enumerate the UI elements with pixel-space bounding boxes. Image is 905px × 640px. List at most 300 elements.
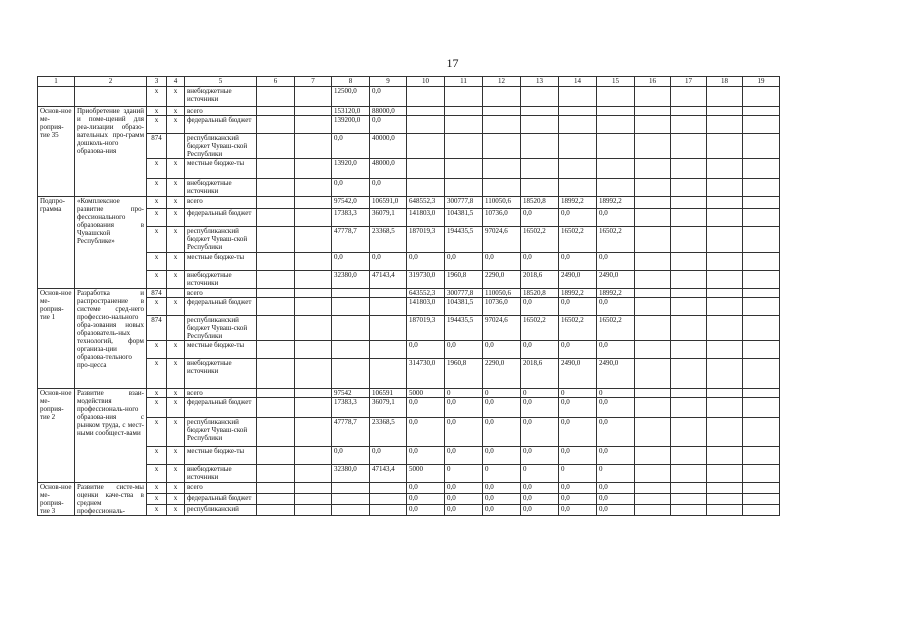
cell-r16-c11: 1960,8 [445, 359, 483, 389]
cell-r22-c10: 0,0 [407, 483, 445, 494]
cell-r16-c7 [295, 359, 332, 389]
cell-r10-c4: x [167, 253, 185, 271]
cell-r3-c6 [257, 116, 295, 134]
cell-r22-c7 [295, 483, 332, 494]
cell-r15-c19 [743, 341, 780, 359]
cell-r10-c16 [635, 253, 671, 271]
cell-r4-c4 [167, 134, 185, 159]
cell-r21-c16 [635, 465, 671, 483]
cell-r19-c9: 23368,5 [370, 418, 407, 447]
cell-r19-c18 [707, 418, 743, 447]
cell-r3-c17 [671, 116, 707, 134]
cell-r20-c8: 0,0 [332, 447, 370, 465]
cell-r16-c18 [707, 359, 743, 389]
cell-r14-c19 [743, 316, 780, 341]
cell-r1-c6 [257, 87, 295, 107]
cell-r21-c5: внебюджетные источники [185, 465, 257, 483]
cell-r6-c5: внебюджетные источники [185, 179, 257, 197]
cell-r8-c17 [671, 209, 707, 227]
cell-r14-c11: 194435,5 [445, 316, 483, 341]
cell-r16-c17 [671, 359, 707, 389]
cell-r22-c8 [332, 483, 370, 494]
cell-r3-c16 [635, 116, 671, 134]
cell-r21-c6 [257, 465, 295, 483]
cell-r8-c18 [707, 209, 743, 227]
cell-r17-c2: Развитие взаи-модействия профессиональ-ного образова-ния с рынком труда, с мест-ными сообщест-вами [75, 389, 147, 483]
cell-r24-c6 [257, 505, 295, 516]
cell-r19-c3: x [147, 418, 167, 447]
cell-r16-c16 [635, 359, 671, 389]
cell-r16-c13: 2018,6 [521, 359, 559, 389]
cell-r17-c16 [635, 389, 671, 398]
col-16-header: 16 [635, 77, 671, 87]
cell-r4-c8: 0,0 [332, 134, 370, 159]
cell-r2-c2: Приобретение зданий и поме-щений для реа-лизации образо-вательных про-грамм дошколь-ного образова-ния [75, 107, 147, 197]
cell-r23-c6 [257, 494, 295, 505]
cell-r12-c7 [295, 289, 332, 298]
cell-r20-c16 [635, 447, 671, 465]
cell-r20-c11: 0,0 [445, 447, 483, 465]
table-row [38, 483, 780, 494]
table-row [38, 227, 780, 253]
cell-r1-c18 [707, 87, 743, 107]
cell-r24-c15: 0,0 [597, 505, 635, 516]
col-3-header: 3 [147, 77, 167, 87]
col-5-header: 5 [185, 77, 257, 87]
cell-r21-c13: 0 [521, 465, 559, 483]
cell-r11-c6 [257, 271, 295, 289]
cell-r6-c14 [559, 179, 597, 197]
cell-r24-c4: x [167, 505, 185, 516]
cell-r20-c7 [295, 447, 332, 465]
cell-r24-c19 [743, 505, 780, 516]
table-row [38, 465, 780, 483]
cell-r3-c18 [707, 116, 743, 134]
cell-r15-c13: 0,0 [521, 341, 559, 359]
cell-r7-c17 [671, 197, 707, 209]
cell-r23-c5: федеральный бюджет [185, 494, 257, 505]
cell-r2-c11 [445, 107, 483, 116]
cell-r20-c3: x [147, 447, 167, 465]
cell-r4-c5: республиканский бюджет Чуваш-ской Республики [185, 134, 257, 159]
cell-r11-c16 [635, 271, 671, 289]
table-row [38, 494, 780, 505]
cell-r4-c11 [445, 134, 483, 159]
table-row [38, 389, 780, 398]
cell-r10-c6 [257, 253, 295, 271]
cell-r2-c9: 88000,0 [370, 107, 407, 116]
cell-r4-c19 [743, 134, 780, 159]
cell-r19-c8: 47778,7 [332, 418, 370, 447]
cell-r8-c16 [635, 209, 671, 227]
cell-r4-c9: 40000,0 [370, 134, 407, 159]
cell-r15-c7 [295, 341, 332, 359]
cell-r18-c19 [743, 398, 780, 418]
cell-r6-c19 [743, 179, 780, 197]
cell-r17-c9: 106591 [370, 389, 407, 398]
cell-r14-c18 [707, 316, 743, 341]
cell-r14-c9 [370, 316, 407, 341]
cell-r1-c11 [445, 87, 483, 107]
cell-r2-c3: x [147, 107, 167, 116]
cell-r12-c13: 18520,8 [521, 289, 559, 298]
cell-r5-c8: 13920,0 [332, 159, 370, 179]
cell-r19-c16 [635, 418, 671, 447]
table-row [38, 447, 780, 465]
table-row [38, 197, 780, 209]
cell-r5-c15 [597, 159, 635, 179]
cell-r9-c3: x [147, 227, 167, 253]
cell-r21-c14: 0 [559, 465, 597, 483]
cell-r20-c13: 0,0 [521, 447, 559, 465]
cell-r13-c9 [370, 298, 407, 316]
cell-r3-c19 [743, 116, 780, 134]
cell-r2-c13 [521, 107, 559, 116]
cell-r13-c13: 0,0 [521, 298, 559, 316]
cell-r1-c1 [38, 87, 75, 107]
cell-r22-c3: x [147, 483, 167, 494]
cell-r14-c17 [671, 316, 707, 341]
cell-r2-c17 [671, 107, 707, 116]
header-row [38, 77, 780, 87]
cell-r15-c11: 0,0 [445, 341, 483, 359]
cell-r22-c18 [707, 483, 743, 494]
cell-r3-c9: 0,0 [370, 116, 407, 134]
cell-r21-c11: 0 [445, 465, 483, 483]
cell-r12-c6 [257, 289, 295, 298]
cell-r1-c9: 0,0 [370, 87, 407, 107]
cell-r18-c14: 0,0 [559, 398, 597, 418]
cell-r20-c19 [743, 447, 780, 465]
table-row [38, 116, 780, 134]
cell-r13-c10: 141803,0 [407, 298, 445, 316]
cell-r13-c16 [635, 298, 671, 316]
cell-r24-c14: 0,0 [559, 505, 597, 516]
table-row [38, 271, 780, 289]
cell-r6-c10 [407, 179, 445, 197]
cell-r3-c11 [445, 116, 483, 134]
cell-r1-c5: внебюджетные источники [185, 87, 257, 107]
cell-r20-c9: 0,0 [370, 447, 407, 465]
cell-r6-c4: x [167, 179, 185, 197]
cell-r23-c4: x [167, 494, 185, 505]
cell-r12-c3: 874 [147, 289, 167, 298]
cell-r9-c6 [257, 227, 295, 253]
cell-r7-c9: 106591,0 [370, 197, 407, 209]
cell-r4-c17 [671, 134, 707, 159]
cell-r22-c4: x [167, 483, 185, 494]
cell-r24-c9 [370, 505, 407, 516]
cell-r17-c10: 5000 [407, 389, 445, 398]
cell-r17-c4: x [167, 389, 185, 398]
cell-r13-c11: 104381,5 [445, 298, 483, 316]
cell-r21-c10: 5000 [407, 465, 445, 483]
cell-r9-c19 [743, 227, 780, 253]
cell-r22-c16 [635, 483, 671, 494]
cell-r24-c13: 0,0 [521, 505, 559, 516]
cell-r2-c1: Основ-ное ме-роприя-тие 35 [38, 107, 75, 197]
cell-r9-c12: 97024,6 [483, 227, 521, 253]
cell-r3-c5: федеральный бюджет [185, 116, 257, 134]
cell-r3-c12 [483, 116, 521, 134]
cell-r9-c4: x [167, 227, 185, 253]
cell-r14-c15: 16502,2 [597, 316, 635, 341]
cell-r10-c9: 0,0 [370, 253, 407, 271]
cell-r1-c13 [521, 87, 559, 107]
cell-r10-c8: 0,0 [332, 253, 370, 271]
cell-r4-c16 [635, 134, 671, 159]
cell-r21-c17 [671, 465, 707, 483]
cell-r12-c9 [370, 289, 407, 298]
cell-r2-c5: всего [185, 107, 257, 116]
cell-r21-c4: x [167, 465, 185, 483]
cell-r18-c9: 36079,1 [370, 398, 407, 418]
cell-r19-c4: x [167, 418, 185, 447]
cell-r8-c4: x [167, 209, 185, 227]
cell-r10-c5: местные бюдже-ты [185, 253, 257, 271]
cell-r13-c15: 0,0 [597, 298, 635, 316]
table-row [38, 359, 780, 389]
cell-r17-c5: всего [185, 389, 257, 398]
cell-r13-c18 [707, 298, 743, 316]
cell-r6-c11 [445, 179, 483, 197]
cell-r11-c9: 47143,4 [370, 271, 407, 289]
cell-r3-c7 [295, 116, 332, 134]
cell-r22-c6 [257, 483, 295, 494]
cell-r10-c12: 0,0 [483, 253, 521, 271]
col-18-header: 18 [707, 77, 743, 87]
cell-r16-c8 [332, 359, 370, 389]
cell-r18-c15: 0,0 [597, 398, 635, 418]
cell-r20-c18 [707, 447, 743, 465]
cell-r6-c8: 0,0 [332, 179, 370, 197]
cell-r12-c18 [707, 289, 743, 298]
cell-r11-c12: 2290,0 [483, 271, 521, 289]
cell-r6-c16 [635, 179, 671, 197]
cell-r1-c12 [483, 87, 521, 107]
cell-r9-c16 [635, 227, 671, 253]
table-row [38, 159, 780, 179]
cell-r15-c4: x [167, 341, 185, 359]
cell-r9-c8: 47778,7 [332, 227, 370, 253]
cell-r12-c17 [671, 289, 707, 298]
cell-r22-c9 [370, 483, 407, 494]
cell-r14-c16 [635, 316, 671, 341]
cell-r13-c19 [743, 298, 780, 316]
cell-r16-c10: 314730,0 [407, 359, 445, 389]
cell-r6-c17 [671, 179, 707, 197]
cell-r23-c3: x [147, 494, 167, 505]
cell-r22-c14: 0,0 [559, 483, 597, 494]
cell-r22-c1: Основ-ное ме-роприя-тие 3 [38, 483, 75, 516]
col-2-header: 2 [75, 77, 147, 87]
cell-r24-c16 [635, 505, 671, 516]
cell-r21-c9: 47143,4 [370, 465, 407, 483]
cell-r18-c7 [295, 398, 332, 418]
cell-r15-c8 [332, 341, 370, 359]
cell-r8-c3: x [147, 209, 167, 227]
cell-r17-c3: x [147, 389, 167, 398]
table-row [38, 179, 780, 197]
cell-r3-c15 [597, 116, 635, 134]
cell-r24-c10: 0,0 [407, 505, 445, 516]
cell-r17-c18 [707, 389, 743, 398]
cell-r9-c13: 16502,2 [521, 227, 559, 253]
cell-r24-c11: 0,0 [445, 505, 483, 516]
cell-r7-c19 [743, 197, 780, 209]
cell-r15-c18 [707, 341, 743, 359]
cell-r22-c11: 0,0 [445, 483, 483, 494]
cell-r18-c13: 0,0 [521, 398, 559, 418]
cell-r2-c12 [483, 107, 521, 116]
cell-r4-c18 [707, 134, 743, 159]
cell-r7-c6 [257, 197, 295, 209]
col-6-header: 6 [257, 77, 295, 87]
col-13-header: 13 [521, 77, 559, 87]
cell-r17-c1: Основ-ное ме-роприя-тие 2 [38, 389, 75, 483]
cell-r3-c4: x [167, 116, 185, 134]
cell-r16-c3: x [147, 359, 167, 389]
page-number: 17 [446, 56, 459, 70]
cell-r6-c12 [483, 179, 521, 197]
cell-r6-c18 [707, 179, 743, 197]
cell-r9-c5: республиканский бюджет Чуваш-ской Республики [185, 227, 257, 253]
cell-r7-c3: x [147, 197, 167, 209]
cell-r5-c4: x [167, 159, 185, 179]
cell-r2-c15 [597, 107, 635, 116]
cell-r6-c6 [257, 179, 295, 197]
cell-r3-c10 [407, 116, 445, 134]
cell-r4-c14 [559, 134, 597, 159]
cell-r12-c16 [635, 289, 671, 298]
cell-r4-c15 [597, 134, 635, 159]
cell-r8-c8: 17383,3 [332, 209, 370, 227]
cell-r7-c10: 648552,3 [407, 197, 445, 209]
cell-r14-c14: 16502,2 [559, 316, 597, 341]
cell-r7-c14: 18992,2 [559, 197, 597, 209]
cell-r24-c8 [332, 505, 370, 516]
cell-r13-c12: 10736,0 [483, 298, 521, 316]
cell-r21-c15: 0 [597, 465, 635, 483]
cell-r20-c6 [257, 447, 295, 465]
cell-r19-c6 [257, 418, 295, 447]
cell-r23-c10: 0,0 [407, 494, 445, 505]
cell-r8-c11: 104381,5 [445, 209, 483, 227]
cell-r4-c6 [257, 134, 295, 159]
cell-r11-c18 [707, 271, 743, 289]
cell-r12-c11: 300777,8 [445, 289, 483, 298]
program-funding-table [37, 76, 780, 516]
cell-r11-c8: 32380,0 [332, 271, 370, 289]
cell-r23-c13: 0,0 [521, 494, 559, 505]
cell-r19-c7 [295, 418, 332, 447]
cell-r7-c7 [295, 197, 332, 209]
cell-r14-c13: 16502,2 [521, 316, 559, 341]
cell-r18-c10: 0,0 [407, 398, 445, 418]
cell-r11-c15: 2490,0 [597, 271, 635, 289]
cell-r20-c14: 0,0 [559, 447, 597, 465]
cell-r17-c12: 0 [483, 389, 521, 398]
cell-r12-c19 [743, 289, 780, 298]
cell-r2-c19 [743, 107, 780, 116]
col-14-header: 14 [559, 77, 597, 87]
cell-r18-c16 [635, 398, 671, 418]
table-row [38, 418, 780, 447]
cell-r15-c12: 0,0 [483, 341, 521, 359]
cell-r3-c13 [521, 116, 559, 134]
cell-r21-c8: 32380,0 [332, 465, 370, 483]
cell-r7-c13: 18520,8 [521, 197, 559, 209]
cell-r17-c8: 97542 [332, 389, 370, 398]
cell-r5-c11 [445, 159, 483, 179]
cell-r9-c18 [707, 227, 743, 253]
cell-r14-c8 [332, 316, 370, 341]
cell-r12-c1: Основ-ное ме-роприя-тие 1 [38, 289, 75, 389]
cell-r24-c7 [295, 505, 332, 516]
cell-r7-c12: 110050,6 [483, 197, 521, 209]
cell-r20-c17 [671, 447, 707, 465]
col-8-header: 8 [332, 77, 370, 87]
cell-r1-c15 [597, 87, 635, 107]
cell-r12-c2: Разработка и распространение в системе сред-него профессио-нального обра-зования новых образователь-ных технологий, форм организа-ции образова-тельного про-цесса [75, 289, 147, 389]
cell-r17-c11: 0 [445, 389, 483, 398]
cell-r15-c5: местные бюдже-ты [185, 341, 257, 359]
cell-r21-c18 [707, 465, 743, 483]
col-15-header: 15 [597, 77, 635, 87]
cell-r13-c7 [295, 298, 332, 316]
cell-r23-c17 [671, 494, 707, 505]
cell-r7-c8: 97542,0 [332, 197, 370, 209]
cell-r17-c7 [295, 389, 332, 398]
col-1-header: 1 [38, 77, 75, 87]
cell-r20-c12: 0,0 [483, 447, 521, 465]
cell-r4-c12 [483, 134, 521, 159]
cell-r16-c9 [370, 359, 407, 389]
cell-r3-c14 [559, 116, 597, 134]
table-row [38, 398, 780, 418]
cell-r4-c10 [407, 134, 445, 159]
cell-r14-c5: республиканский бюджет Чуваш-ской Республики [185, 316, 257, 341]
cell-r2-c10 [407, 107, 445, 116]
cell-r11-c19 [743, 271, 780, 289]
cell-r22-c17 [671, 483, 707, 494]
cell-r14-c4 [167, 316, 185, 341]
cell-r8-c10: 141803,0 [407, 209, 445, 227]
cell-r8-c12: 10736,0 [483, 209, 521, 227]
cell-r10-c17 [671, 253, 707, 271]
cell-r7-c11: 300777,8 [445, 197, 483, 209]
cell-r5-c5: местные бюдже-ты [185, 159, 257, 179]
cell-r14-c3: 874 [147, 316, 167, 341]
cell-r4-c7 [295, 134, 332, 159]
cell-r10-c3: x [147, 253, 167, 271]
cell-r11-c11: 1960,8 [445, 271, 483, 289]
cell-r7-c4: x [167, 197, 185, 209]
cell-r11-c13: 2018,6 [521, 271, 559, 289]
cell-r5-c13 [521, 159, 559, 179]
cell-r22-c15: 0,0 [597, 483, 635, 494]
cell-r13-c5: федеральный бюджет [185, 298, 257, 316]
col-19-header: 19 [743, 77, 780, 87]
cell-r7-c18 [707, 197, 743, 209]
cell-r2-c4: x [167, 107, 185, 116]
cell-r13-c8 [332, 298, 370, 316]
cell-r3-c3: x [147, 116, 167, 134]
cell-r13-c4: x [167, 298, 185, 316]
cell-r1-c10 [407, 87, 445, 107]
cell-r9-c9: 23368,5 [370, 227, 407, 253]
cell-r17-c15: 0 [597, 389, 635, 398]
